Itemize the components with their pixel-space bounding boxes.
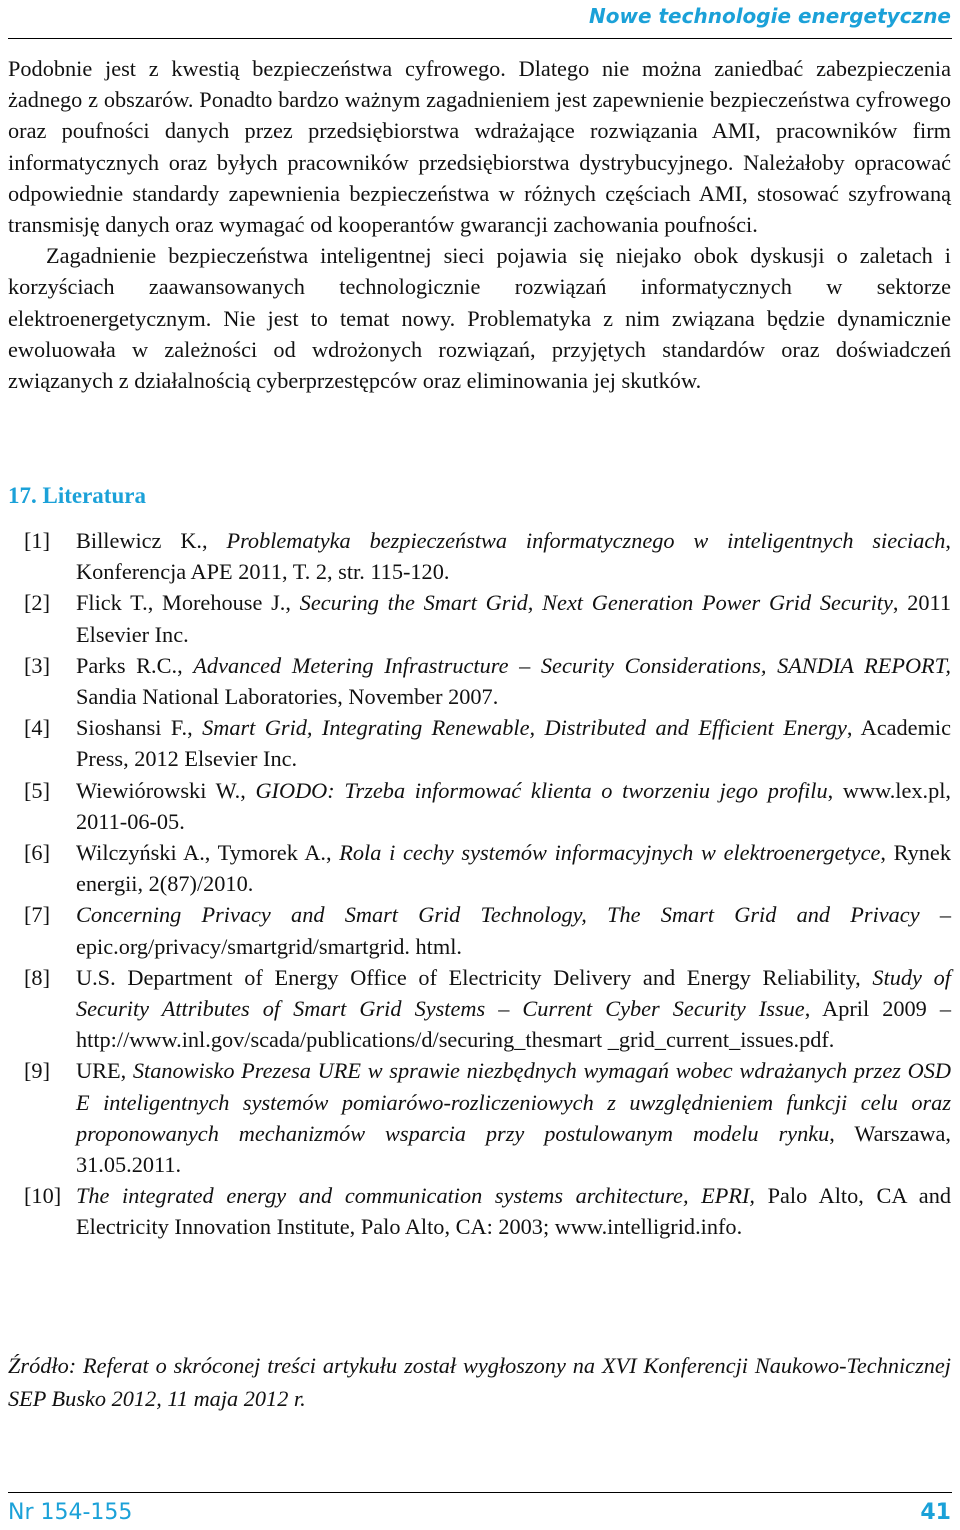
reference-number-cell xyxy=(8,1055,76,1180)
reference-number: [6] xyxy=(24,840,50,866)
reference-number: [9] xyxy=(24,1058,50,1084)
running-header-title: Nowe technologie energetyczne xyxy=(589,4,951,28)
source-note: Źródło: Referat o skróconej treści artykułu został wygłoszony na XVI Konferencji Naukowo-Technicznej SEP Busko 2012, 11 maja 2012 r. xyxy=(8,1353,951,1411)
reference-number: [2] xyxy=(24,590,50,616)
reference-number: [4] xyxy=(24,715,50,741)
reference-list xyxy=(8,525,951,1243)
paragraph-1: Podobnie jest z kwestią bezpieczeństwa cyfrowego. Dlatego nie można zaniedbać zabezpieczenia żadnego z obszarów. Ponadto bardzo ważnym zagadnieniem jest zapewnienie bezpieczeństwa cyfrowego oraz poufności danych przez przedsiębiorstwa wdrażające rozwiązania AMI, pracowników firm informatycznych oraz byłych pracowników przedsiębiorstwa dystrybucyjnego. Należałoby opracować odpowiednie standardy zapewnienia bezpieczeństwa w różnych częściach AMI, stosować szyfrowaną transmisję danych oraz wymagać od kooperantów gwarancji zachowania poufności. xyxy=(8,56,951,238)
reference-authors: Wilczyński A., Tymorek A., xyxy=(76,840,340,866)
reference-number: [7] xyxy=(24,902,50,928)
reference-authors: Billewicz K., xyxy=(76,528,227,553)
reference-title: GIODO: Trzeba informować klienta o tworzeniu jego profilu xyxy=(255,777,828,803)
reference-item xyxy=(8,962,951,1056)
reference-details: , Rynek energii, 2(87)/2010. xyxy=(76,840,951,897)
reference-item xyxy=(8,899,951,961)
reference-title: Smart Grid, Integrating Renewable, Distributed and Efficient Energy xyxy=(202,715,847,741)
reference-item xyxy=(8,712,951,774)
reference-title: Stanowisko Prezesa URE w sprawie niezbędnych wymagań wobec wdrażanych przez OSD E inteligentnych systemów pomiarówo-rozliczeniowych z uwzględnieniem funkcji celu oraz proponowanych mechanizmów wsparcia przy postulowanym modelu rynku xyxy=(76,1058,951,1146)
reference-item xyxy=(8,837,951,899)
reference-title: Concerning Privacy and Smart Grid Technology, The Smart Grid and Privacy xyxy=(76,902,920,928)
reference-details: , Warszawa, 31.05.2011. xyxy=(76,1120,951,1178)
header-divider xyxy=(8,38,952,39)
reference-number-cell xyxy=(8,962,76,1056)
reference-details: , April 2009 – http://www.inl.gov/scada/publications/d/securing_thesmart _grid_current_issues.pdf. xyxy=(76,996,951,1053)
reference-text xyxy=(76,587,951,649)
reference-details: , 2011 Elsevier Inc. xyxy=(76,590,951,647)
reference-details: Palo Alto, CA and Electricity Innovation Institute, Palo Alto, CA: 2003; www.intelligrid.info. xyxy=(76,1183,952,1240)
reference-authors: Flick T., Morehouse J., xyxy=(76,590,300,616)
reference-number: [8] xyxy=(24,964,50,990)
reference-item xyxy=(8,525,951,587)
reference-number-cell xyxy=(8,775,76,837)
reference-title: Problematyka bezpieczeństwa informatycznego w inteligentnych sieciach xyxy=(226,528,946,553)
reference-number: [10] xyxy=(24,1183,62,1209)
reference-text xyxy=(76,525,951,587)
section-heading-literatura: 17. Literatura xyxy=(8,483,146,508)
reference-title: The integrated energy and communication systems architecture, EPRI, xyxy=(76,1183,755,1209)
reference-authors: Sioshansi F., xyxy=(76,715,203,741)
reference-item xyxy=(8,1055,951,1180)
reference-authors: U.S. Department of Energy Office of Electricity Delivery and Energy Reliability, xyxy=(76,964,873,990)
reference-number-cell xyxy=(8,837,76,899)
reference-number: [3] xyxy=(24,652,50,678)
reference-item xyxy=(8,775,951,837)
reference-details: Sandia National Laboratories, November 2007. xyxy=(76,684,499,710)
reference-number-cell xyxy=(8,650,76,712)
reference-authors: Parks R.C., xyxy=(76,652,194,678)
reference-number-cell xyxy=(8,712,76,774)
paragraph-2: Zagadnienie bezpieczeństwa inteligentnej sieci pojawia się niejako obok dyskusji o zaletach i korzyściach zaawansowanych technologicznie rozwiązań informatycznych w sektorze elektroenergetycznym. Nie jest to temat nowy. Problematyka z nim związana będzie dynamicznie ewoluowała w zależności od wdrożonych rozwiązań, przyjętych standardów oraz doświadczeń związanych z działalnością cyberprzestępców oraz eliminowania jej skutków. xyxy=(8,243,951,394)
reference-number: [1] xyxy=(24,528,50,553)
reference-title: Securing the Smart Grid, Next Generation Power Grid Security xyxy=(299,590,893,616)
reference-authors: Wiewiórowski W., xyxy=(76,777,256,803)
reference-title: Rola i cechy systemów informacyjnych w elektroenergetyce xyxy=(339,840,881,866)
footer-divider xyxy=(8,1492,952,1493)
reference-item xyxy=(8,650,951,712)
reference-text xyxy=(76,899,951,961)
reference-details: , Konferencja APE 2011, T. 2, str. 115-120. xyxy=(76,528,951,585)
reference-details: , www.lex.pl, 2011-06-05. xyxy=(76,777,952,834)
reference-item xyxy=(8,1180,951,1242)
reference-authors: URE, xyxy=(76,1058,133,1084)
page-number: 41 xyxy=(920,1500,951,1525)
reference-number-cell xyxy=(8,525,76,587)
reference-title: Advanced Metering Infrastructure – Security Considerations, SANDIA REPORT, xyxy=(193,652,951,678)
reference-number: [5] xyxy=(24,777,50,803)
reference-text xyxy=(76,1055,951,1180)
reference-number-cell xyxy=(8,587,76,649)
issue-number: Nr 154-155 xyxy=(8,1500,133,1525)
reference-details: – epic.org/privacy/smartgrid/smartgrid. html. xyxy=(76,902,951,959)
reference-text xyxy=(76,1180,951,1242)
reference-details: , Academic Press, 2012 Elsevier Inc. xyxy=(76,715,951,772)
reference-item xyxy=(8,587,951,649)
reference-text xyxy=(76,712,951,774)
reference-text xyxy=(76,837,951,899)
reference-number-cell xyxy=(8,899,76,961)
reference-title: Study of Security Attributes of Smart Grid Systems – Current Cyber Security Issue xyxy=(76,964,951,1022)
reference-text xyxy=(76,962,951,1056)
reference-number-cell xyxy=(8,1180,76,1242)
article-body xyxy=(8,53,951,396)
reference-text xyxy=(76,775,951,837)
reference-text xyxy=(76,650,951,712)
